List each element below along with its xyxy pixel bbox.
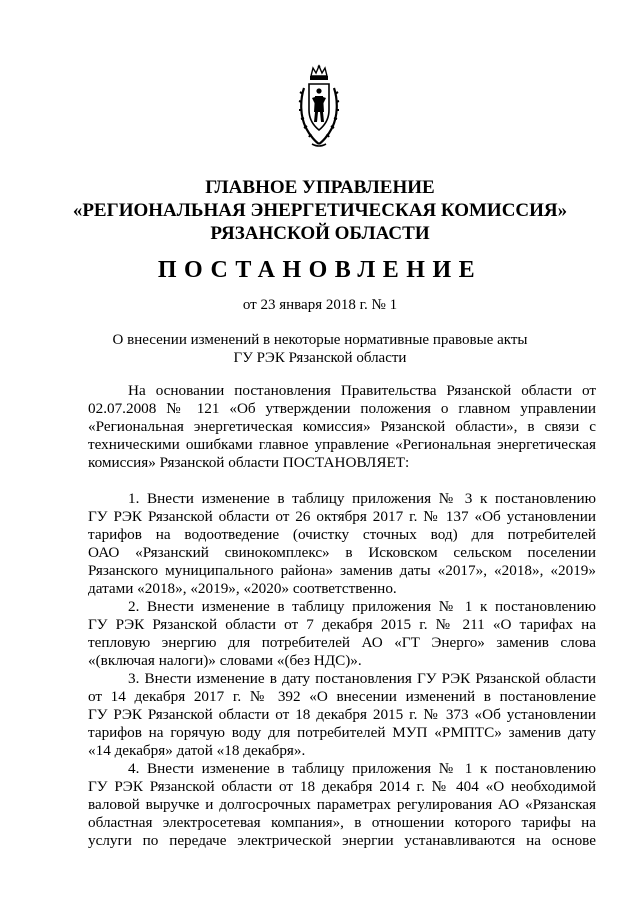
document-type-title: ПОСТАНОВЛЕНИЕ xyxy=(157,257,483,283)
body-line: от 14 декабря 2017 г. № 392 «О внесении изменений в постановление xyxy=(88,688,596,705)
body-line: На основании постановления Правительства Рязанской области от xyxy=(128,382,596,399)
body-line: ГУ РЭК Рязанской области от 7 декабря 2015 г. № 211 «О тарифах на xyxy=(88,616,596,633)
body-line: ГУ РЭК Рязанской области от 26 октября 2017 г. № 137 «Об установлении xyxy=(88,508,596,525)
body-line: датами «2018», «2019», «2020» соответственно. xyxy=(88,580,397,597)
body-line: 2. Внести изменение в таблицу приложения № 1 к постановлению xyxy=(128,598,596,615)
org-name-line-3: РЯЗАНСКОЙ ОБЛАСТИ xyxy=(210,223,430,244)
body-line: ГУ РЭК Рязанской области от 18 декабря 2015 г. № 373 «Об установлении xyxy=(88,706,596,723)
body-line: 1. Внести изменение в таблицу приложения № 3 к постановлению xyxy=(128,490,596,507)
org-name-line-2: «РЕГИОНАЛЬНАЯ ЭНЕРГЕТИЧЕСКАЯ КОМИССИЯ» xyxy=(72,200,568,221)
body-line: техническими ошибками главное управление «Региональная энергетическая xyxy=(88,436,596,453)
body-line: ГУ РЭК Рязанской области от 18 декабря 2014 г. № 404 «О необходимой xyxy=(88,778,596,795)
body-line: тепловую энергию для потребителей АО «ГТ Энерго» заменив слова xyxy=(88,634,596,651)
coat-of-arms-icon xyxy=(298,64,340,150)
body-line: «Региональная энергетическая комиссия» Рязанской области», в связи с xyxy=(88,418,596,435)
subject-line-1: О внесении изменений в некоторые нормативные правовые акты xyxy=(112,332,528,348)
body-line: валовой выручке и долгосрочных параметрах регулирования АО «Рязанская xyxy=(88,796,596,813)
body-line: комиссия» Рязанской области ПОСТАНОВЛЯЕТ: xyxy=(88,454,410,471)
body-line: 02.07.2008 № 121 «Об утверждении положения о главном управлении xyxy=(88,400,596,417)
body-line: 4. Внести изменение в таблицу приложения № 1 к постановлению xyxy=(128,760,596,777)
body-line: ОАО «Рязанский свинокомплекс» в Исковском сельском поселении xyxy=(88,544,596,561)
body-line: Рязанского муниципального района» заменив даты «2017», «2018», «2019» xyxy=(88,562,596,579)
subject-line-2: ГУ РЭК Рязанской области xyxy=(233,350,407,366)
body-line: 3. Внести изменение в дату постановления ГУ РЭК Рязанской области xyxy=(128,670,596,687)
body-line: «14 декабря» датой «18 декабря». xyxy=(88,742,306,759)
document-date-number: от 23 января 2018 г. № 1 xyxy=(242,297,398,313)
body-line: услуги по передаче электрической энергии устанавливаются на основе xyxy=(88,832,596,849)
body-line: «(включая налоги)» словами «(без НДС)». xyxy=(88,652,362,669)
body-line: тарифов на водоотведение (очистку сточных вод) для потребителей xyxy=(88,526,596,543)
body-line: тарифов на горячую воду для потребителей МУП «РМПТС» заменив дату xyxy=(88,724,596,741)
org-name-line-1: ГЛАВНОЕ УПРАВЛЕНИЕ xyxy=(205,177,435,198)
body-line: областная электросетевая компания», в отношении которого тарифы на xyxy=(88,814,596,831)
